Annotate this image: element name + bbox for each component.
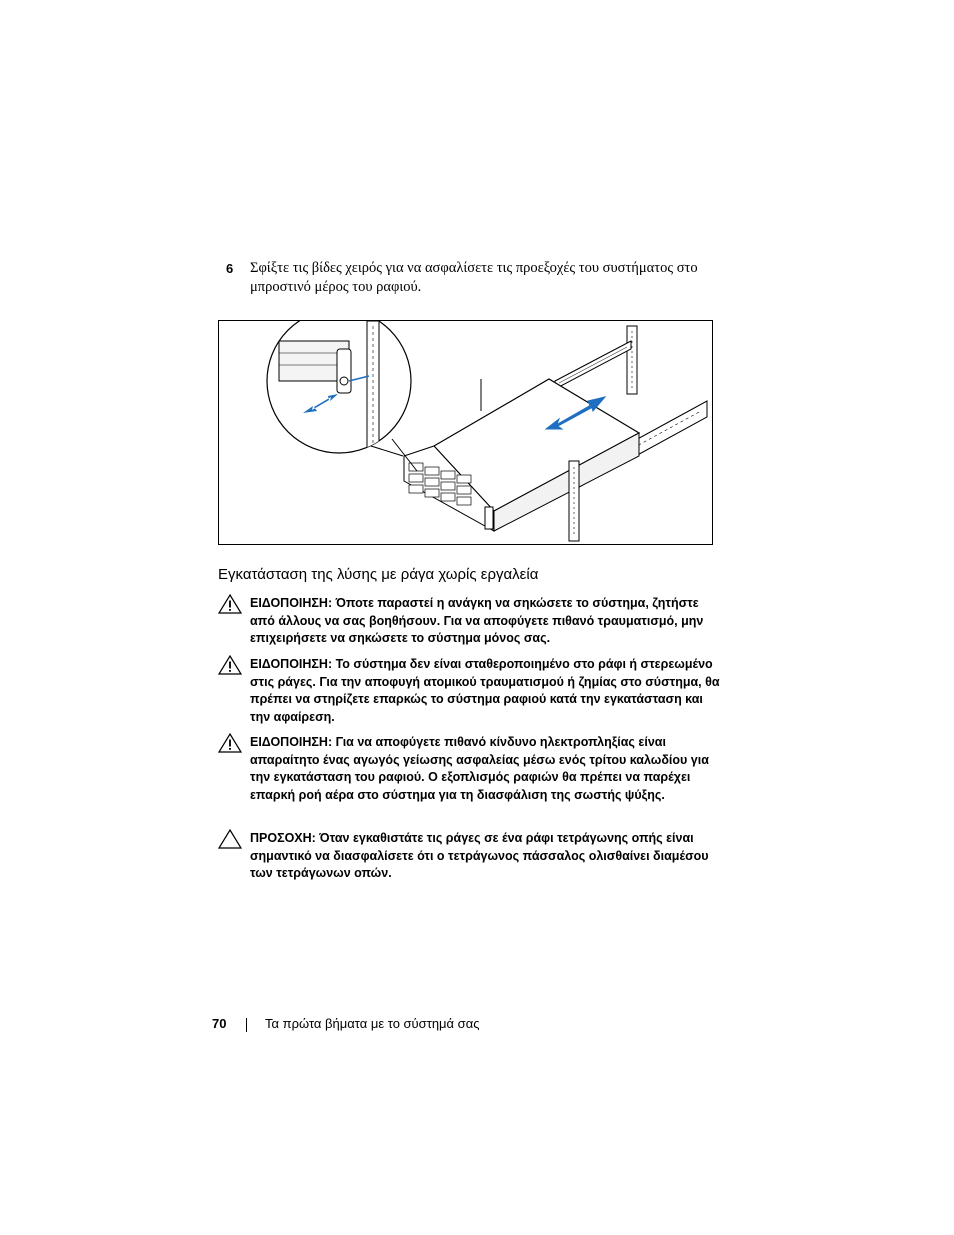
rack-installation-illustration xyxy=(219,321,712,544)
caution-icon xyxy=(218,829,242,849)
step-text: Σφίξτε τις βίδες χειρός για να ασφαλίσετε τις προεξοχές του συστήματος στο μπροστινό μέρος του ραφιού. xyxy=(250,260,698,295)
notice-text: ΕΙΔΟΠΟΙΗΣΗ: Για να αποφύγετε πιθανό κίνδυνο ηλεκτροπληξίας είναι απαραίτητο ένας αγωγός γείωσης ασφαλείας μέσω ενός τρίτου καλωδίου για την εγκατάσταση του ραφιού. Ο εξοπλισμός ραφιών θα πρέπει να παρέχει επαρκή ροή αέρα στο σύστημα για τη διασφάλιση της σωστής ψύξης. xyxy=(250,735,709,802)
warning-notice-1 xyxy=(218,594,718,650)
notice-text: ΕΙΔΟΠΟΙΗΣΗ: Όποτε παραστεί η ανάγκη να σηκώσετε το σύστημα, ζητήστε από άλλους να σας βοηθήσουν. Για να αποφύγετε πιθανό τραυματισμό, μην επιχειρήσετε να σηκώσετε το σύστημα μόνος σας. xyxy=(250,596,704,645)
warning-icon xyxy=(218,594,242,614)
notice-text: ΠΡΟΣΟΧΗ: Όταν εγκαθιστάτε τις ράγες σε ένα ράφι τετράγωνης οπής είναι σημαντικό να διασφαλίσετε ότι ο τετράγωνος πάσσαλος ολισθαίνει διαμέσου των τετράγωνων οπών. xyxy=(250,831,709,880)
caution-notice xyxy=(218,829,718,885)
warning-icon xyxy=(218,655,242,675)
warning-notice-3 xyxy=(218,733,718,825)
upper-rail xyxy=(555,341,631,389)
footer-separator xyxy=(246,1018,247,1032)
footer-title: Τα πρώτα βήματα με το σύστημά σας xyxy=(265,1016,480,1031)
front-rack-post xyxy=(569,461,579,541)
rack-installation-figure xyxy=(218,320,713,545)
notice-text: ΕΙΔΟΠΟΙΗΣΗ: Το σύστημα δεν είναι σταθεροποιημένο στο ράφι ή στερεωμένο στις ράγες. Για την αποφυγή ατομικού τραυματισμού ή ζημίας στο σύστημα, θα πρέπει να στηρίζετε επαρκώς το σύστημα ραφιού κατά την εγκατάσταση και την αφαίρεση. xyxy=(250,657,720,724)
warning-icon xyxy=(218,733,242,753)
section-heading: Εγκατάσταση της λύσης με ράγα χωρίς εργαλεία xyxy=(218,566,539,583)
zoom-detail xyxy=(267,321,411,461)
warning-notice-2 xyxy=(218,655,718,729)
step-number: 6 xyxy=(226,261,234,276)
rear-rack-post xyxy=(627,326,637,394)
server-chassis xyxy=(404,379,639,531)
page-number: 70 xyxy=(212,1016,227,1031)
